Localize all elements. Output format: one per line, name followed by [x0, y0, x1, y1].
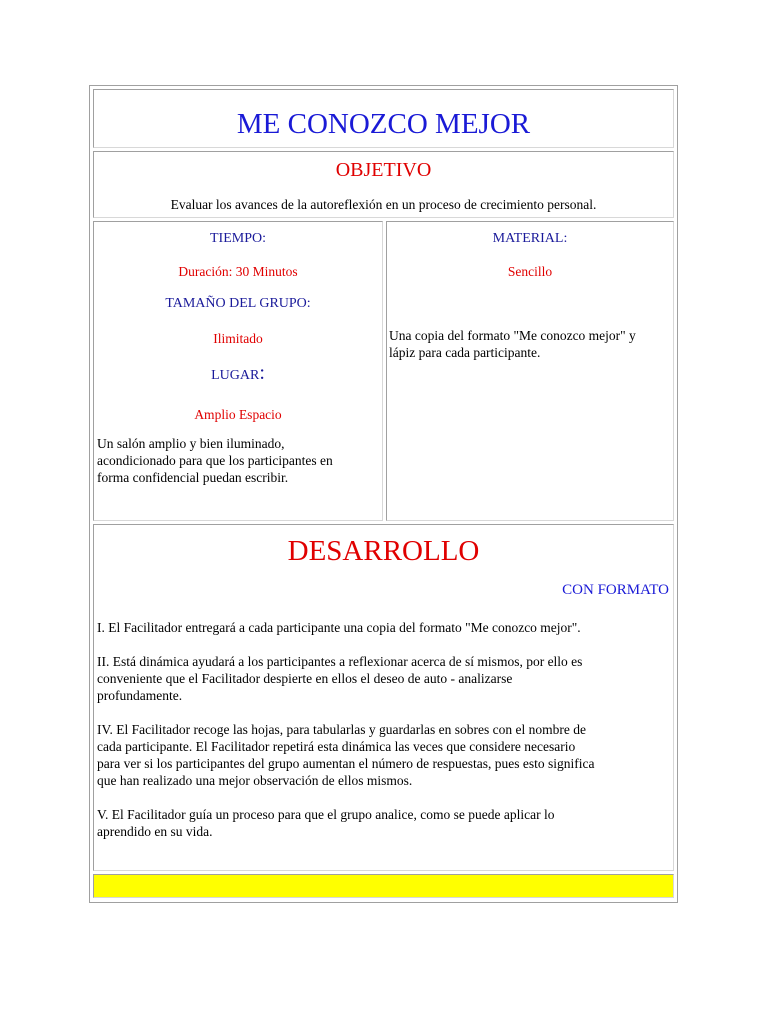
step-2 [97, 653, 582, 704]
step-line: II. Está dinámica ayudará a los participantes a reflexionar acerca de sí mismos, por ello es [97, 654, 583, 669]
objetivo-heading: OBJETIVO [335, 159, 432, 181]
step-line: cada participante. El Facilitador repetirá esta dinámica las veces que considere necesario [97, 739, 576, 754]
activity-table [89, 85, 678, 903]
lugar-label: LUGAR [211, 368, 260, 383]
lugar-value: Amplio Espacio [194, 407, 282, 422]
logistics-cell [93, 221, 383, 521]
grupo-label: TAMAÑO DEL GRUPO: [165, 296, 311, 311]
grupo-value: Ilimitado [213, 331, 263, 346]
material-desc-line: Una copia del formato "Me conozco mejor" y [389, 328, 636, 343]
objetivo-text: Evaluar los avances de la autoreflexión en un proceso de crecimiento personal. [170, 197, 597, 212]
lugar-colon: : [259, 362, 265, 384]
material-desc-line: lápiz para cada participante. [389, 345, 541, 360]
lugar-desc-line: acondicionado para que los participantes en [97, 453, 333, 468]
tiempo-label: TIEMPO: [210, 231, 266, 246]
title-cell [93, 89, 674, 148]
lugar-desc-line: forma confidencial puedan escribir. [97, 470, 289, 485]
step-4 [97, 721, 594, 789]
con-formato-subheading: CON FORMATO [562, 582, 669, 598]
step-line: aprendido en su vida. [97, 824, 213, 839]
objetivo-cell [93, 151, 674, 218]
step-5 [97, 806, 554, 840]
desarrollo-cell [93, 524, 674, 871]
step-line: IV. El Facilitador recoge las hojas, para tabularlas y guardarlas en sobres con el nombre de [97, 722, 586, 737]
lugar-desc-line: Un salón amplio y bien iluminado, [97, 436, 285, 451]
material-value: Sencillo [507, 264, 553, 279]
material-label: MATERIAL [492, 231, 564, 246]
step-line: I. El Facilitador entregará a cada participante una copia del formato "Me conozco mejor". [97, 620, 581, 635]
step-1 [97, 619, 581, 636]
material-cell [386, 221, 674, 521]
step-line: profundamente. [97, 688, 183, 703]
footer-highlight-bar [93, 874, 674, 898]
material-description [389, 327, 636, 361]
step-line: para ver si los participantes del grupo aumentan el número de respuestas, pues esto significa [97, 756, 595, 771]
page-title: ME CONOZCO MEJOR [236, 108, 531, 140]
step-line: que han realizado una mejor observación de ellos mismos. [97, 773, 413, 788]
step-line: V. El Facilitador guía un proceso para que el grupo analice, como se puede aplicar lo [97, 807, 555, 822]
lugar-heading [94, 363, 382, 383]
step-line: conveniente que el Facilitador despierte en ellos el deseo de auto - analizarse [97, 671, 513, 686]
tiempo-value: Duración: 30 Minutos [178, 264, 298, 279]
material-heading [387, 232, 673, 246]
material-colon: : [563, 231, 568, 246]
lugar-description [97, 435, 333, 486]
desarrollo-heading: DESARROLLO [287, 535, 480, 567]
